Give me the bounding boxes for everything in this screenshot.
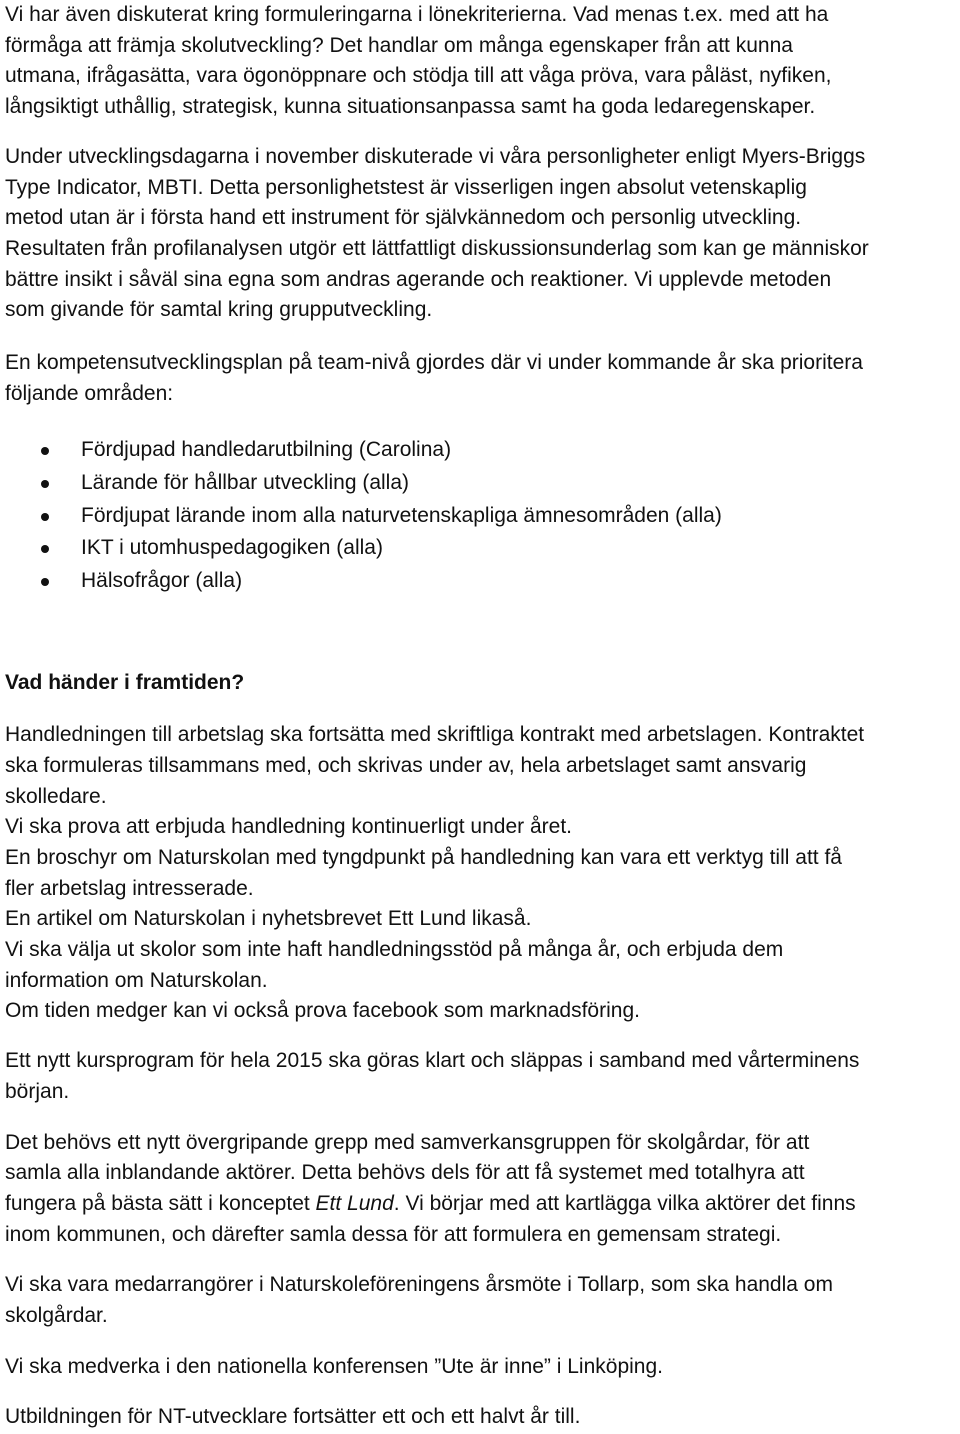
text-line: Det behövs ett nytt övergripande grepp med samverkansgruppen för skolgårdar, för att — [5, 1130, 810, 1154]
spacer — [5, 1250, 957, 1270]
text-fragment: fungera på bästa sätt i konceptet — [5, 1191, 316, 1215]
paragraph-mbti — [5, 142, 957, 326]
text-line: En artikel om Naturskolan i nyhetsbrevet Ett Lund likaså. — [5, 907, 532, 931]
paragraph-course-program — [5, 1046, 957, 1107]
list-item — [5, 434, 957, 467]
text-fragment: . Vi börjar med att kartlägga vilka aktörer det finns — [393, 1191, 856, 1215]
list-item-text: Hälsofrågor (alla) — [81, 568, 243, 592]
emphasis-ett-lund: Ett Lund — [315, 1191, 394, 1215]
text-line: Type Indicator, MBTI. Detta personlighetstest är visserligen ingen absolut vetenskaplig — [5, 175, 807, 199]
list-item-text: Fördjupat lärande inom alla naturvetenskapliga ämnesområden (alla) — [81, 503, 722, 527]
spacer — [5, 597, 957, 668]
list-item-text: Fördjupad handledarutbilning (Carolina) — [81, 438, 452, 462]
paragraph-conference: Vi ska medverka i den nationella konferensen ”Ute är inne” i Linköping. — [5, 1354, 663, 1378]
paragraph-annual-meeting — [5, 1270, 957, 1331]
text-line: följande områden: — [5, 381, 174, 405]
text-line: Resultaten från profilanalysen utgör ett lättfattligt diskussionsunderlag som kan ge människor — [5, 236, 869, 260]
text-line: förmåga att främja skolutveckling? Det handlar om många egenskaper från att kunna — [5, 33, 793, 57]
spacer — [5, 123, 957, 142]
text-line: skolledare. — [5, 784, 107, 808]
bullet-icon — [41, 578, 49, 586]
bullet-icon — [41, 513, 49, 521]
list-item — [5, 467, 957, 500]
text-line: Vi har även diskuterat kring formuleringarna i lönekriterierna. Vad menas t.ex. med att ha — [5, 3, 829, 26]
text-line: information om Naturskolan. — [5, 968, 268, 992]
text-line: Vi ska vara medarrangörer i Naturskoleföreningens årsmöte i Tollarp, som ska handla om — [5, 1273, 833, 1297]
list-item-text: Lärande för hållbar utveckling (alla) — [81, 471, 410, 495]
text-line: samla alla inblandande aktörer. Detta behövs dels för att få systemet med totalhyra att — [5, 1161, 805, 1185]
spacer — [5, 699, 957, 720]
text-line: Ett nytt kursprogram för hela 2015 ska göras klart och släppas i samband med vårterminens — [5, 1049, 860, 1073]
text-line: början. — [5, 1079, 70, 1103]
list-item — [5, 532, 957, 565]
text-line: bättre insikt i såväl sina egna som andras agerande och reaktioner. Vi upplevde metoden — [5, 267, 832, 291]
text-line: långsiktigt uthållig, strategisk, kunna situationsanpassa samt ha goda ledaregenskaper. — [5, 95, 816, 119]
spacer — [5, 326, 957, 348]
spacer — [5, 1108, 957, 1128]
section-heading: Vad händer i framtiden? — [5, 671, 245, 695]
paragraph-schoolyards — [5, 1128, 957, 1251]
text-line: Under utvecklingsdagarna i november diskuterade vi våra personligheter enligt Myers-Briggs — [5, 144, 866, 168]
text-line: En broschyr om Naturskolan med tyngdpunkt på handledning kan vara ett verktyg till att få — [5, 845, 842, 869]
text-line: inom kommunen, och därefter samla dessa för att formulera en gemensam strategi. — [5, 1222, 782, 1246]
text-line — [5, 1189, 957, 1220]
paragraph-nt-training: Utbildningen för NT-utvecklare fortsätter ett och ett halvt år till. — [5, 1405, 581, 1429]
text-line: metod utan är i första hand ett instrument för självkännedom och personlig utveckling. — [5, 206, 802, 230]
list-item — [5, 500, 957, 533]
spacer — [5, 409, 957, 434]
spacer — [5, 1027, 957, 1046]
text-line: Handledningen till arbetslag ska fortsätta med skriftliga kontrakt med arbetslagen. Kontraktet — [5, 723, 865, 747]
text-line: utmana, ifrågasätta, vara ögonöppnare och stödja till att våga pröva, vara påläst, nyfiken, — [5, 64, 832, 88]
text-line: Vi ska välja ut skolor som inte haft handledningsstöd på många år, och erbjuda dem — [5, 938, 784, 962]
text-line: Vi ska prova att erbjuda handledning kontinuerligt under året. — [5, 815, 572, 839]
text-line: skolgårdar. — [5, 1304, 108, 1328]
bullet-icon — [41, 447, 49, 455]
spacer — [5, 1382, 957, 1402]
paragraph-salary-criteria — [5, 0, 957, 123]
text-line: Om tiden medger kan vi också prova facebook som marknadsföring. — [5, 999, 640, 1023]
bullet-icon — [41, 480, 49, 488]
paragraph-future — [5, 720, 957, 1027]
paragraph-competence-plan — [5, 348, 957, 409]
text-line: ska formuleras tillsammans med, och skrivas under av, hela arbetslaget samt ansvarig — [5, 753, 807, 777]
text-line: som givande för samtal kring grupputveckling. — [5, 298, 433, 322]
bullet-icon — [41, 545, 49, 553]
list-item — [5, 565, 957, 598]
text-line: En kompetensutvecklingsplan på team-nivå gjordes där vi under kommande år ska prioritera — [5, 351, 863, 375]
priority-list — [5, 434, 957, 597]
text-line: fler arbetslag intresserade. — [5, 876, 254, 900]
spacer — [5, 1332, 957, 1352]
list-item-text: IKT i utomhuspedagogiken (alla) — [81, 536, 383, 560]
